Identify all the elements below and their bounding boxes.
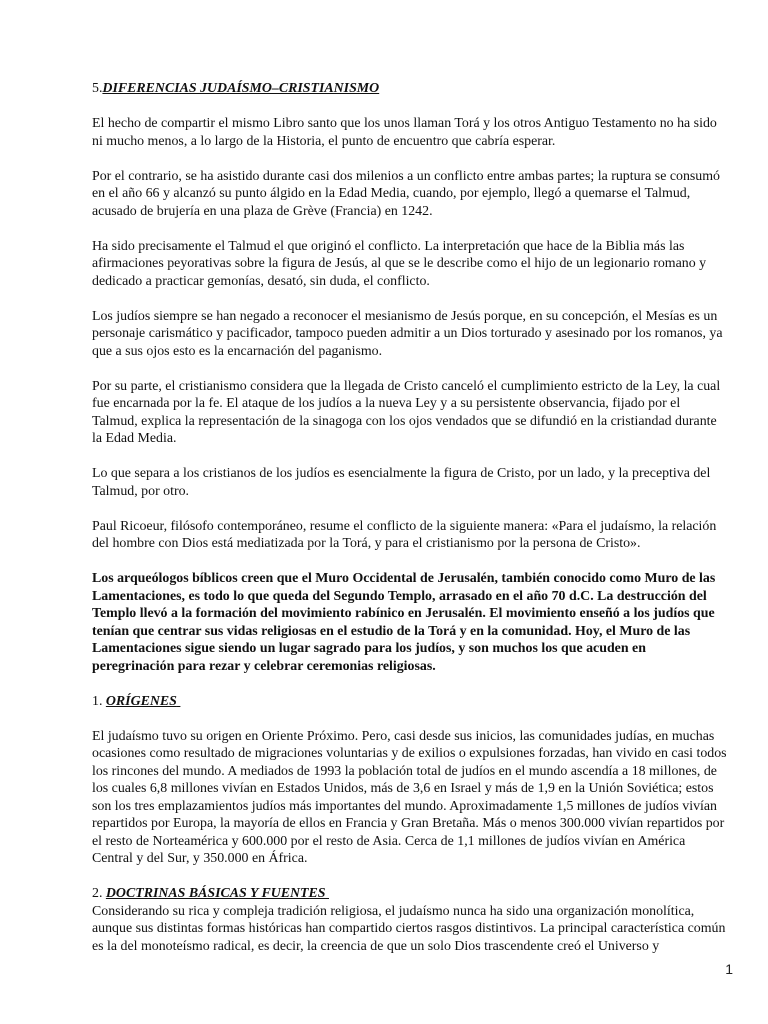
section-title: ORÍGENES (105, 693, 177, 709)
paragraph: El hecho de compartir el mismo Libro santo que los unos llaman Torá y los otros Antiguo Testamento no ha sido ni mucho menos, a lo largo de la Historia, el punto de encuentro que cabría esperar. (92, 116, 717, 149)
section-heading-doctrinas (92, 885, 728, 903)
page-number: 1 (725, 961, 733, 977)
paragraph: Considerando su rica y compleja tradición religiosa, el judaísmo nunca ha sido una organización monolítica, aunque sus distintas formas históricas han compartido ciertos rasgos distintivos. La principal característica común es la del monoteísmo radical, es decir, la creencia de que un solo Dios trascendente creó el Universo y (92, 903, 726, 954)
section-title: DOCTRINAS BÁSICAS Y FUENTES (105, 886, 326, 901)
paragraph: Paul Ricoeur, filósofo contemporáneo, resume el conflicto de la siguiente manera: «Para el judaísmo, la relación del hombre con Dios está mediatizada por la Torá, y para el cristianismo por la persona de Cristo». (92, 518, 717, 551)
bold-paragraph: Los arqueólogos bíblicos creen que el Muro Occidental de Jerusalén, también conocido como Muro de las Lamentaciones, es todo lo que queda del Segundo Templo, arrasado en el año 70 d.C. La destrucción del Templo llevó a la formación del movimiento rabínico en Jerusalén. El movimiento enseñó a los judíos que tenían que centrar sus vidas religiosas en el estudio de la Torá y en la comunidad. Hoy, el Muro de las Lamentaciones sigue siendo un lugar sagrado para los judíos, y son muchos los que acuden en peregrinación para rezar y celebrar ceremonias religiosas. (92, 571, 716, 674)
paragraph: Por su parte, el cristianismo considera que la llegada de Cristo canceló el cumplimiento estricto de la Ley, la cual fue encarnada por la fe. El ataque de los judíos a la nueva Ley y a su persistente observancia, fijado por el Talmud, explica la representación de la sinagoga con los ojos vendados que se difundió en la cristiandad durante la Edad Media. (92, 378, 721, 446)
heading-trailing-underline (177, 694, 180, 709)
document-page (92, 80, 728, 973)
section-number: 5. (92, 81, 103, 96)
section-title: DIFERENCIAS JUDAÍSMO–CRISTIANISMO (102, 81, 380, 96)
paragraph: Los judíos siempre se han negado a reconocer el mesianismo de Jesús porque, en su concepción, el Mesías es un personaje carismático y pacificador, tampoco pueden admitir a un Dios torturado y asesinado por los romanos, ya que a sus ojos esto es la encarnación del paganismo. (92, 308, 723, 359)
paragraph: Lo que separa a los cristianos de los judíos es esencialmente la figura de Cristo, por un lado, y la preceptiva del Talmud, por otro. (92, 466, 711, 499)
section-number: 1. (92, 693, 106, 709)
paragraph: El judaísmo tuvo su origen en Oriente Próximo. Pero, casi desde sus inicios, las comunidades judías, en muchas ocasiones como resultado de migraciones voluntarias y de exilios o expulsiones forzadas, han vivido en casi todos los rincones del mundo. A mediados de 1993 la población total de judíos en el mundo ascendía a 18 millones, de los cuales 6,8 millones vivían en Estados Unidos, más de 3,6 en Israel y más de 1,9 en la Unión Soviética; estos son los tres emplazamientos judíos más importantes del mundo. Aproximadamente 1,5 millones de judíos vivían repartidos por Europa, la mayoría de ellos en Francia y Gran Bretaña. Más o menos 300.000 vivían repartidos por el resto de Norteamérica y 600.000 por el resto de Asia. Cerca de 1,1 millones de judíos vivían en América Central y del Sur, y 350.000 en África. (92, 728, 727, 866)
section-heading-diferencias (92, 80, 728, 98)
section-heading-origenes (92, 693, 728, 711)
heading-trailing-underline (326, 886, 329, 901)
paragraph: Por el contrario, se ha asistido durante casi dos milenios a un conflicto entre ambas partes; la ruptura se consumó en el año 66 y alcanzó su punto álgido en la Edad Media, cuando, por ejemplo, llegó a quemarse el Talmud, acusado de brujería en una plaza de Grève (Francia) en 1242. (92, 168, 720, 219)
paragraph: Ha sido precisamente el Talmud el que originó el conflicto. La interpretación que hace de la Biblia más las afirmaciones peyorativas sobre la figura de Jesús, al que se le describe como el hijo de un legionario romano y dedicado a practicar gemonías, desató, sin duda, el conflicto. (92, 238, 707, 289)
section-number: 2. (92, 886, 106, 901)
